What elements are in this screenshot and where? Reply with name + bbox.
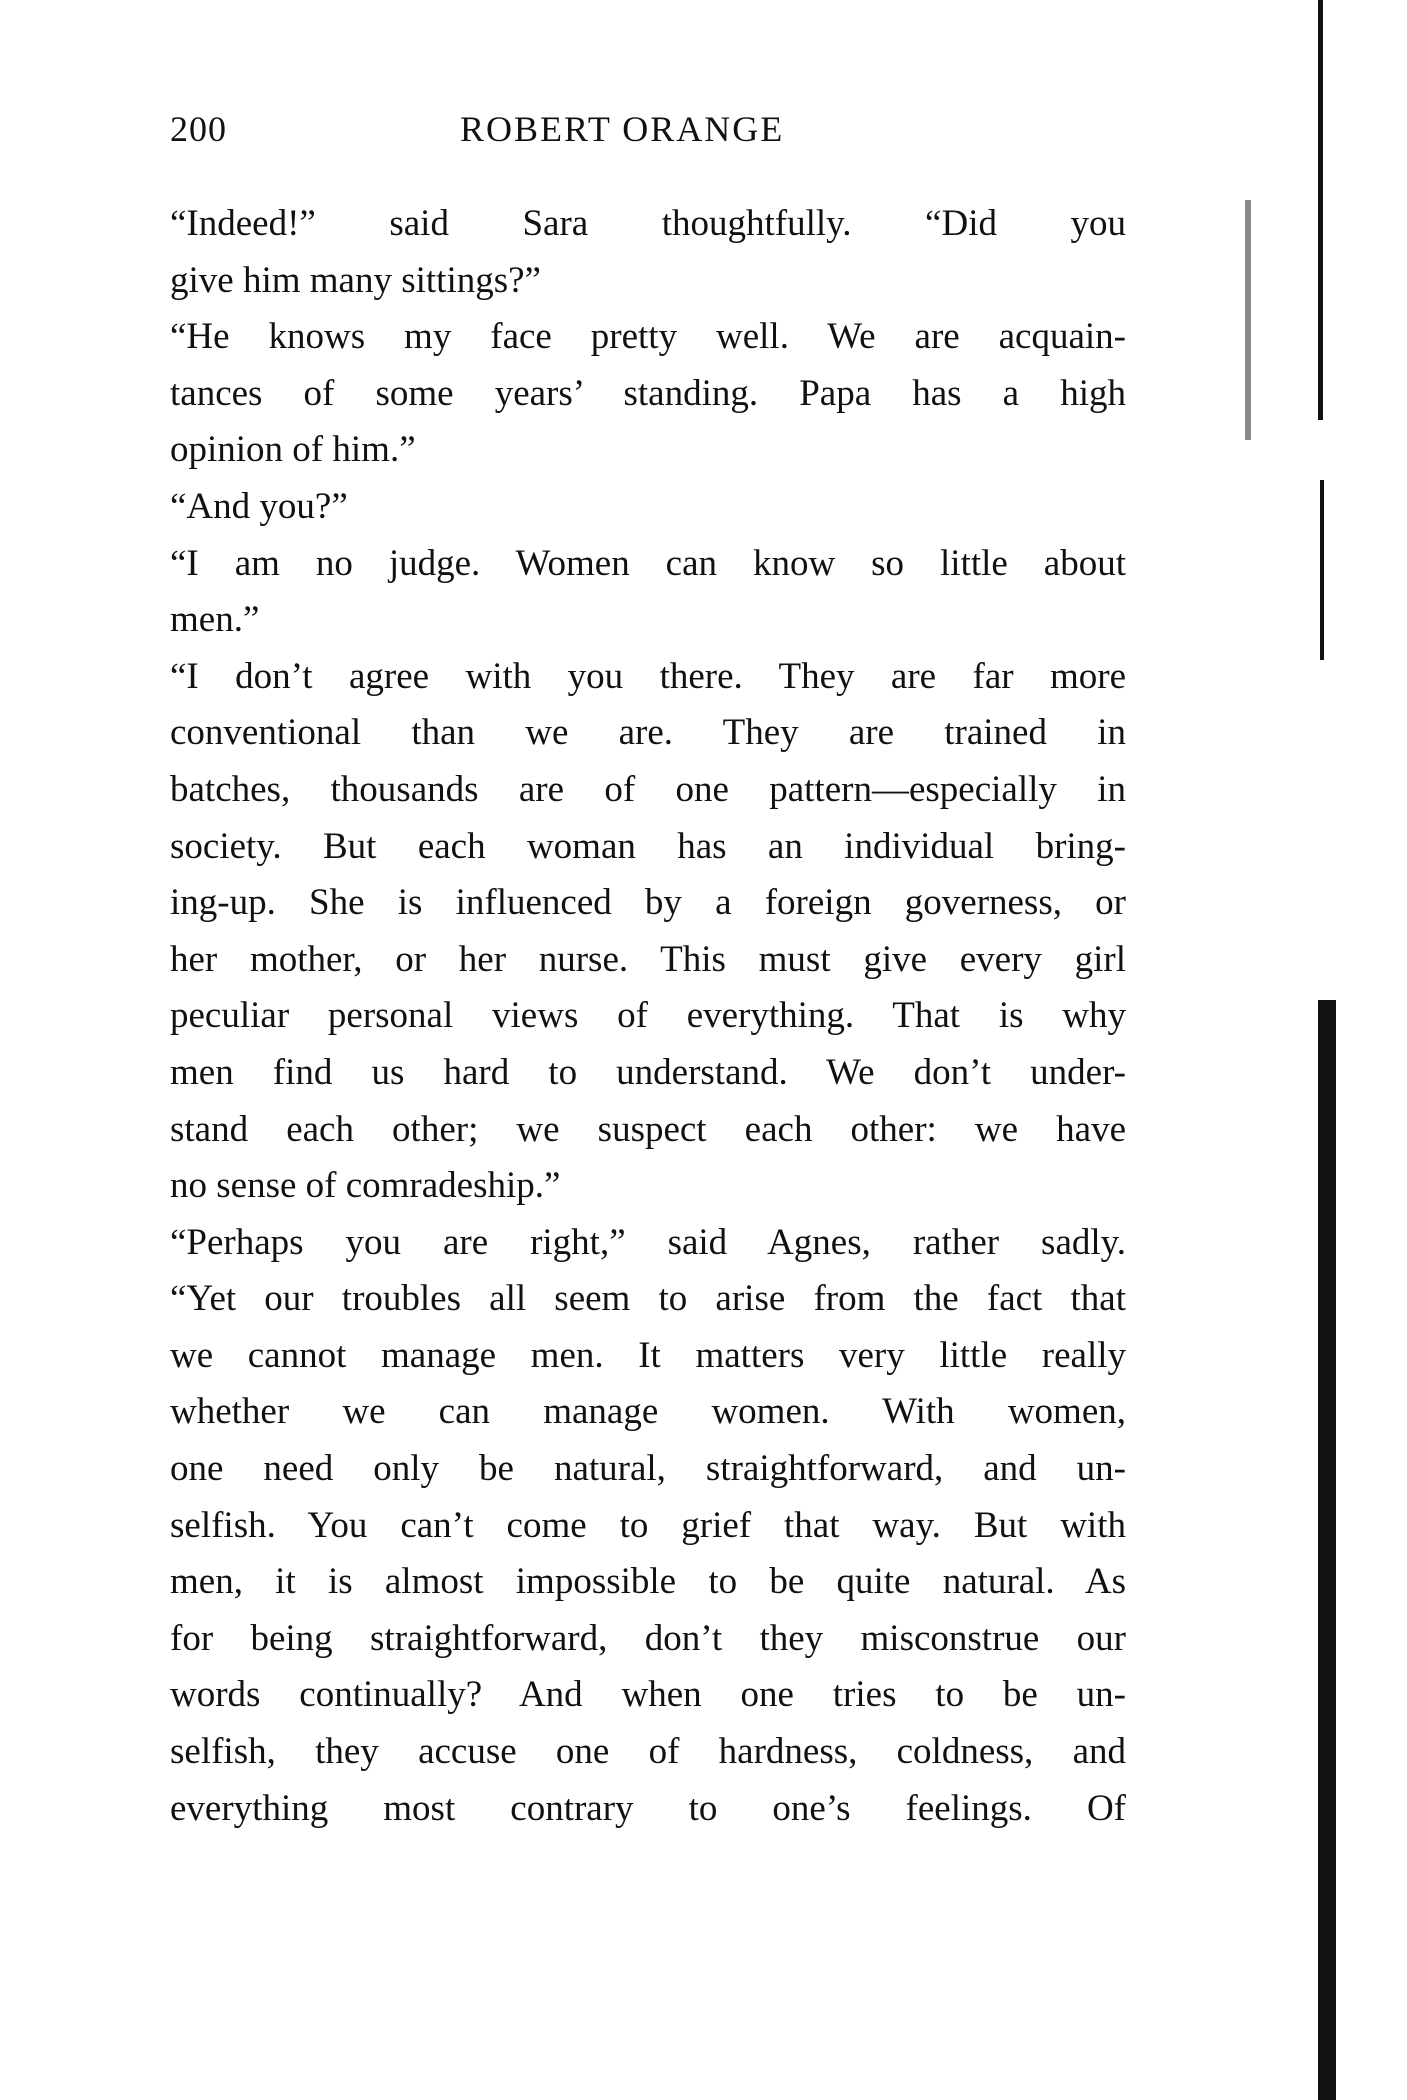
text-line: “And you?” [170, 485, 348, 527]
text-line: society. But each woman has an individual bring- [170, 825, 1126, 867]
text-line: “He knows my face pretty well. We are acquain- [170, 316, 1126, 358]
page-edge-shadow [1245, 200, 1251, 440]
text-line: whether we can manage women. With women, [170, 1391, 1126, 1433]
text-line: stand each other; we suspect each other: we have [170, 1108, 1126, 1150]
text-line: selfish. You can’t come to grief that way. But with [170, 1504, 1126, 1546]
text-line: we cannot manage men. It matters very little really [170, 1334, 1126, 1376]
text-line: opinion of him.” [170, 429, 416, 471]
text-line: “Indeed!” said Sara thoughtfully. “Did you [170, 203, 1126, 244]
text-line: men find us hard to understand. We don’t under- [170, 1051, 1126, 1093]
text-line: “I don’t agree with you there. They are far more [170, 655, 1126, 697]
text-line: tances of some years’ standing. Papa has a high [170, 372, 1126, 414]
text-line: “Perhaps you are right,” said Agnes, rather sadly. [170, 1221, 1126, 1263]
page-edge-shadow [1318, 0, 1323, 420]
text-line: for being straightforward, don’t they misconstrue our [170, 1617, 1126, 1659]
text-line: one need only be natural, straightforward, and un- [170, 1448, 1126, 1490]
text-line: men, it is almost impossible to be quite natural. As [170, 1561, 1126, 1603]
page-edge-shadow [1318, 1000, 1336, 2100]
page-number: 200 [170, 109, 227, 149]
text-line: “I am no judge. Women can know so little about [170, 542, 1126, 584]
text-line: her mother, or her nurse. This must give every girl [170, 938, 1126, 980]
running-header [170, 108, 1126, 158]
text-line: no sense of comradeship.” [170, 1165, 561, 1207]
text-line: conventional than we are. They are trained in [170, 712, 1126, 754]
text-line: batches, thousands are of one pattern—especially in [170, 768, 1126, 810]
text-line: “Yet our troubles all seem to arise from the fact that [170, 1278, 1126, 1320]
page-edge-shadow [1320, 480, 1324, 660]
text-line: men.” [170, 599, 260, 641]
text-line: everything most contrary to one’s feelings. Of [170, 1787, 1126, 1829]
running-title: ROBERT ORANGE [460, 109, 785, 149]
text-line: selfish, they accuse one of hardness, coldness, and [170, 1731, 1126, 1773]
text-line: give him many sittings?” [170, 259, 541, 301]
text-line: ing-up. She is influenced by a foreign governess, or [170, 882, 1126, 924]
page-body-text [170, 196, 1126, 1837]
text-line: words continually? And when one tries to be un- [170, 1674, 1126, 1716]
text-line: peculiar personal views of everything. That is why [170, 995, 1126, 1037]
